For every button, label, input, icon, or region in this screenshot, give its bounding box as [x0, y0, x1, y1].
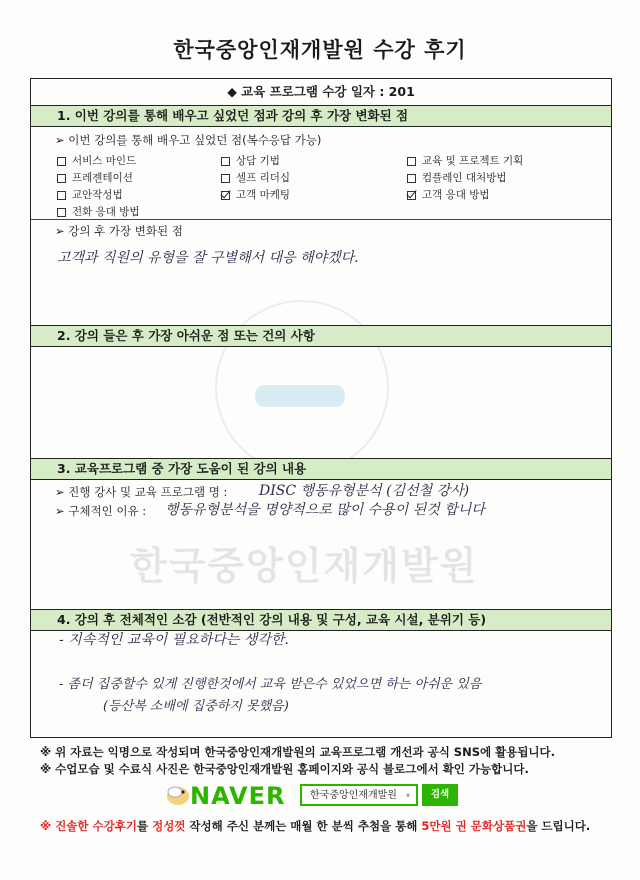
section3-item2-label: ➢ 구체적인 이유 :: [55, 504, 147, 518]
note-photos: ※ 수업모습 및 수료식 사진은 한국중앙인재개발원 홈페이지와 공식 블로그에서 확인 가능합니다.: [40, 762, 529, 776]
checkbox[interactable]: [57, 174, 66, 183]
checkbox[interactable]: [57, 208, 66, 217]
checkbox[interactable]: [221, 174, 230, 183]
watermark-text: 한국중앙인재개발원: [130, 544, 479, 588]
option-service-mind[interactable]: 서비스 마인드: [57, 153, 136, 168]
checkbox[interactable]: [221, 157, 230, 166]
section4-line3[interactable]: (등산복 소배에 집중하지 못했음): [103, 699, 289, 714]
chevron-down-icon: ▾: [405, 791, 410, 800]
naver-search-input[interactable]: 한국중앙인재개발원 ▾: [300, 784, 418, 806]
section1-answer[interactable]: 고객과 직원의 유형을 잘 구별해서 대응 해야겠다.: [57, 250, 359, 266]
section4-line2[interactable]: - 좀더 집중할수 있게 진행한것에서 교육 받은수 있었으면 하는 아쉬운 있음: [59, 677, 482, 692]
section4-line1[interactable]: - 지속적인 교육이 필요하다는 생각한.: [59, 632, 289, 648]
option-counseling[interactable]: 상담 기법: [221, 153, 280, 168]
option-phone-service[interactable]: 전화 응대 방법: [57, 204, 140, 219]
option-customer-service[interactable]: 고객 응대 방법: [407, 187, 490, 202]
divider: [31, 219, 611, 220]
course-date-row[interactable]: ◆ 교육 프로그램 수강 일자 : 201: [31, 79, 611, 106]
option-customer-marketing[interactable]: 고객 마케팅: [221, 187, 290, 202]
section4-heading: 4. 강의 후 전체적인 소감 (전반적인 강의 내용 및 구성, 교육 시설, 분위기 등): [31, 609, 611, 631]
section3-item2-answer[interactable]: 행동유형분석을 명양적으로 많이 수용이 된것 합니다: [165, 502, 485, 518]
promo-note: ※ 진솔한 수강후기를 정성껏 작성해 주신 분께는 매월 한 분씩 추첨을 통해 5만원 권 문화상품권을 드립니다.: [40, 819, 591, 833]
checkbox[interactable]: [57, 191, 66, 200]
naver-bird-icon: [163, 779, 193, 809]
naver-search-button[interactable]: 검색: [422, 784, 458, 806]
option-lesson-plan[interactable]: 교안작성법: [57, 187, 123, 202]
review-form: [30, 78, 612, 738]
naver-logo[interactable]: NAVER: [190, 782, 286, 810]
section1-sub1: ➢ 이번 강의를 통해 배우고 싶었던 점(복수응답 가능): [55, 133, 322, 147]
section1-heading: 1. 이번 강의를 통해 배우고 싶었던 점과 강의 후 가장 변화된 점: [31, 105, 611, 127]
checkbox[interactable]: [57, 157, 66, 166]
option-presentation[interactable]: 프레젠테이션: [57, 170, 133, 185]
checkbox[interactable]: [407, 157, 416, 166]
section3-heading: 3. 교육프로그램 중 가장 도움이 된 강의 내용: [31, 458, 611, 480]
page-title: 한국중앙인재개발원 수강 후기: [173, 38, 467, 62]
checkbox-checked[interactable]: [407, 191, 416, 200]
section3-item1-answer[interactable]: DISC 행동유형분석 (김선철 강사): [259, 483, 470, 499]
section3-item1-label: ➢ 진행 강사 및 교육 프로그램 명 :: [55, 485, 228, 499]
option-education-planning[interactable]: 교육 및 프로젝트 기획: [407, 153, 523, 168]
section2-heading: 2. 강의 들은 후 가장 아쉬운 점 또는 건의 사항: [31, 325, 611, 347]
note-anonymous: ※ 위 자료는 익명으로 작성되며 한국중앙인재개발원의 교육프로그램 개선과 공식 SNS에 활용됩니다.: [40, 745, 556, 759]
checkbox-checked[interactable]: [221, 191, 230, 200]
option-complaint-handling[interactable]: 컴플레인 대처방법: [407, 170, 506, 185]
section1-sub2: ➢ 강의 후 가장 변화된 점: [55, 224, 183, 238]
checkbox[interactable]: [407, 174, 416, 183]
option-self-leadership[interactable]: 셀프 리더십: [221, 170, 290, 185]
